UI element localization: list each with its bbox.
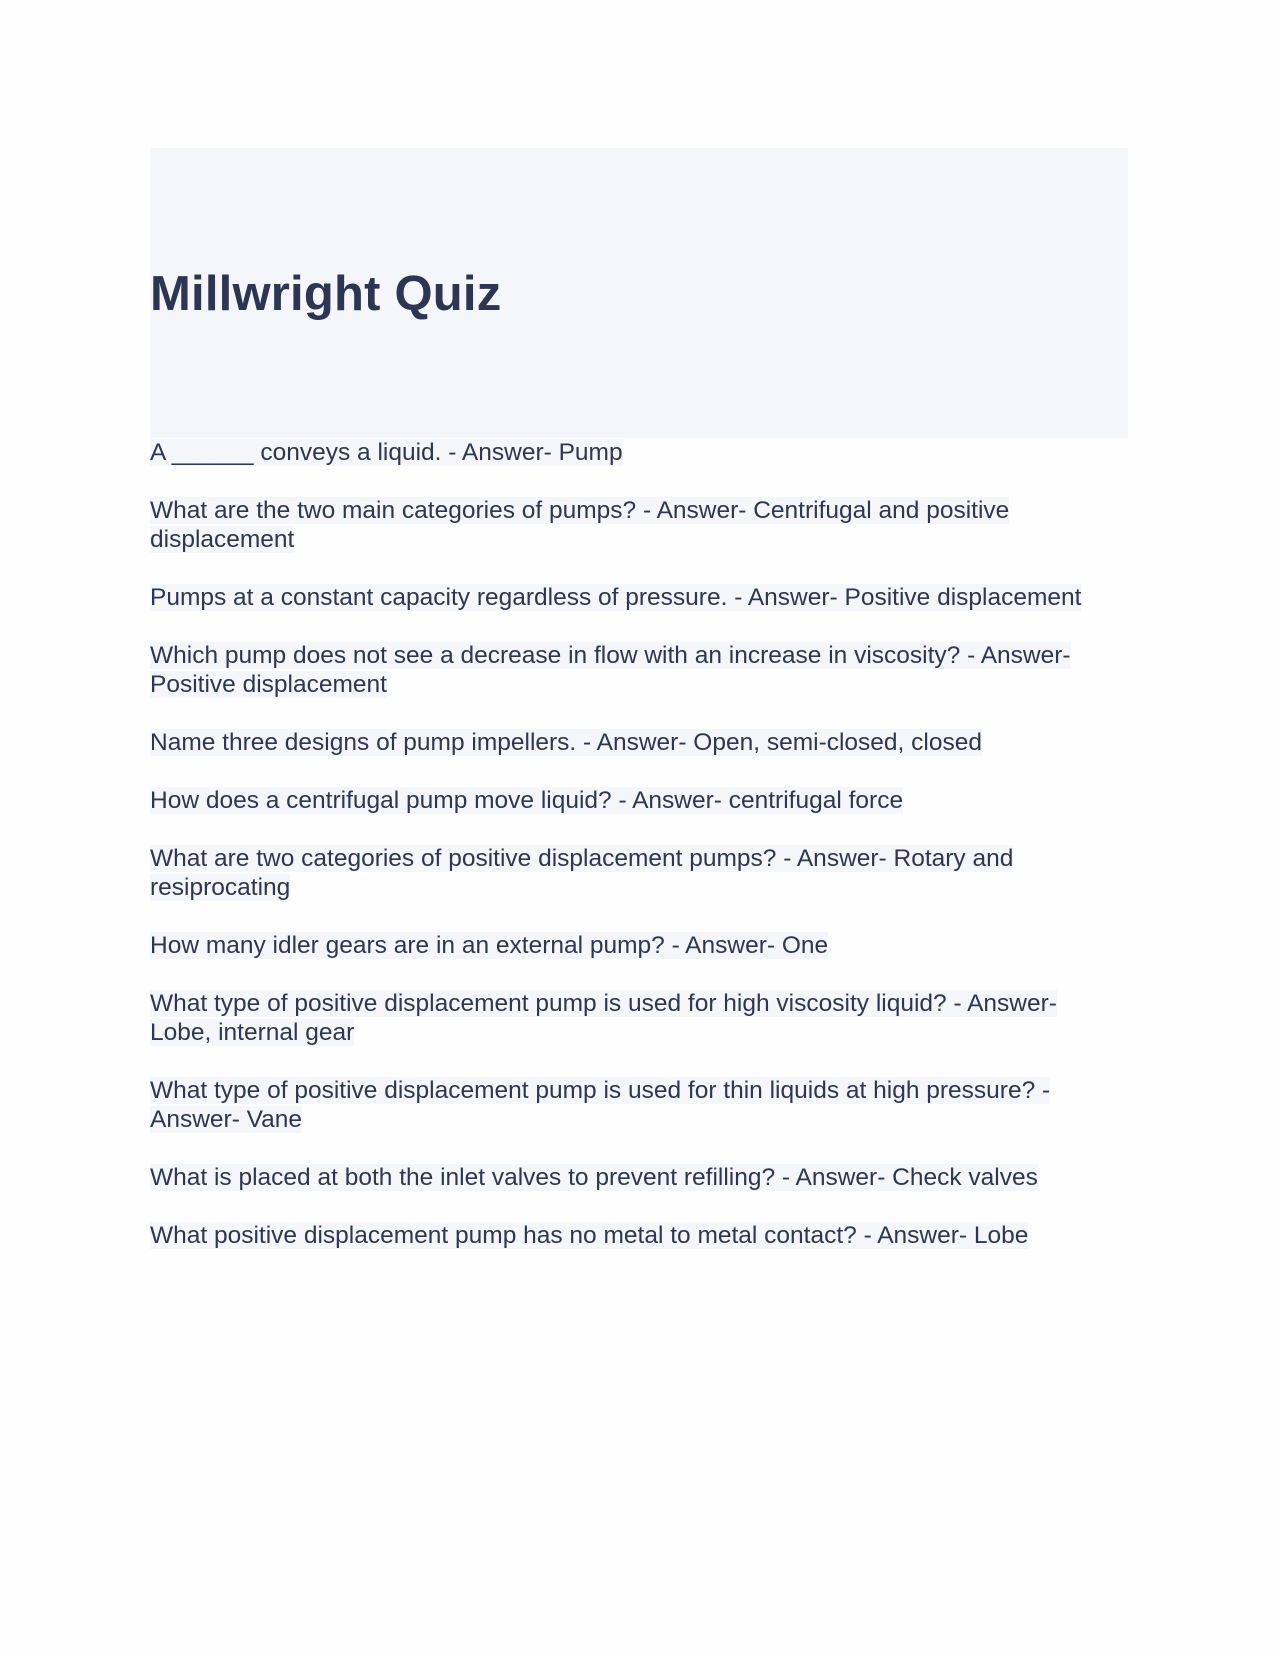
qa-text: Name three designs of pump impellers. - Answer- Open, semi-closed, closed	[150, 729, 982, 756]
qa-text: Which pump does not see a decrease in flow with an increase in viscosity? - Answer- Positive displacement	[150, 642, 1071, 698]
qa-text: What type of positive displacement pump is used for thin liquids at high pressure? - Answer- Vane	[150, 1077, 1051, 1133]
qa-text: What is placed at both the inlet valves to prevent refilling? - Answer- Check valves	[150, 1164, 1038, 1191]
qa-list	[150, 438, 1128, 1250]
document-title: Millwright Quiz	[150, 267, 502, 321]
qa-item	[150, 1163, 1090, 1192]
qa-item	[150, 931, 1090, 960]
qa-text: What type of positive displacement pump is used for high viscosity liquid? - Answer- Lobe, internal gear	[150, 990, 1057, 1046]
qa-item	[150, 989, 1090, 1047]
qa-text: What are the two main categories of pumps? - Answer- Centrifugal and positive displacement	[150, 497, 1010, 553]
qa-text: What positive displacement pump has no metal to metal contact? - Answer- Lobe	[150, 1222, 1029, 1249]
qa-item	[150, 438, 1090, 467]
title-block	[150, 148, 1128, 438]
qa-text: How does a centrifugal pump move liquid? - Answer- centrifugal force	[150, 787, 904, 814]
qa-text: What are two categories of positive displacement pumps? - Answer- Rotary and resiprocating	[150, 845, 1014, 901]
qa-item	[150, 496, 1090, 554]
qa-item	[150, 728, 1090, 757]
qa-item	[150, 1221, 1090, 1250]
document-page	[150, 148, 1128, 1279]
qa-text: Pumps at a constant capacity regardless of pressure. - Answer- Positive displacement	[150, 584, 1082, 611]
qa-item	[150, 1076, 1090, 1134]
qa-item	[150, 641, 1090, 699]
qa-item	[150, 786, 1090, 815]
qa-text: A ______ conveys a liquid. - Answer- Pump	[150, 439, 623, 466]
qa-item	[150, 583, 1090, 612]
qa-item	[150, 844, 1090, 902]
qa-text: How many idler gears are in an external pump? - Answer- One	[150, 932, 829, 959]
